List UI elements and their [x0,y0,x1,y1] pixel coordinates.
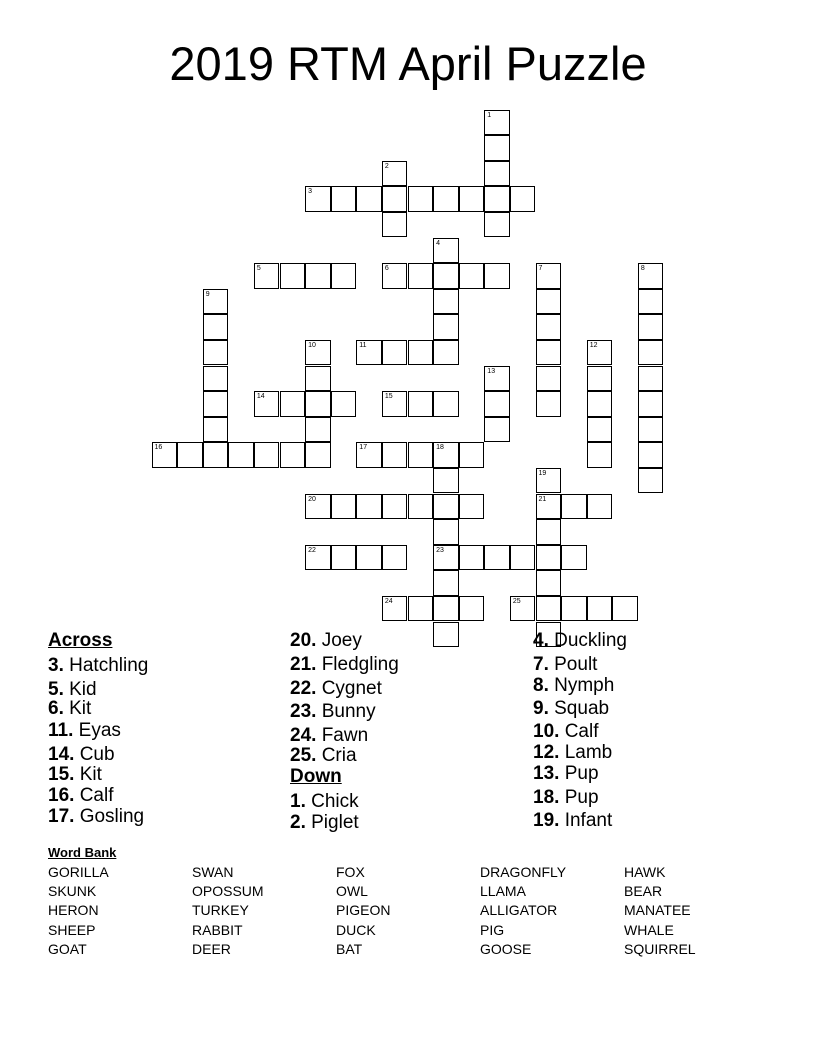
clue-number: 10 [308,341,316,349]
clue-item [290,654,399,676]
clue-number: 12 [589,341,598,349]
grid-cell[interactable] [331,494,357,520]
word-bank-word: SQUIRREL [624,940,696,957]
clue-item [48,806,148,828]
word-bank-word: SKUNK [48,883,97,900]
grid-cell[interactable] [459,545,485,571]
grid-cell[interactable] [433,494,459,520]
clue-item [290,725,399,747]
clue-item-text: Cygnet [316,677,382,699]
section-heading: Down [290,765,342,787]
word-bank-word: PIG [480,921,505,938]
grid-cell[interactable] [408,340,434,366]
grid-cell[interactable] [280,442,306,468]
clue-item-text: Infant [559,810,613,832]
grid-cell[interactable] [459,494,485,520]
grid-cell[interactable] [280,263,306,289]
clue-item-text: Fledgling [316,653,399,675]
grid-cell[interactable] [331,186,357,212]
grid-cell[interactable] [459,596,485,622]
grid-cell[interactable] [484,263,510,289]
clue-item-text: Pup [559,786,599,808]
grid-cell[interactable] [305,186,331,212]
grid-cell[interactable] [382,263,408,289]
clue-number: 11 [359,341,367,349]
grid-cell[interactable] [203,417,229,443]
word-bank-column [624,863,696,959]
clue-item-number: 24. [290,725,317,747]
grid-cell[interactable] [408,186,434,212]
grid-cell[interactable] [459,442,485,468]
grid-cell[interactable] [484,161,510,187]
grid-cell[interactable] [587,340,613,366]
clue-number: 24 [384,597,393,605]
grid-cell[interactable] [510,186,536,212]
word-bank-word: BAT [336,940,363,957]
grid-cell[interactable] [228,442,254,468]
clue-item-number: 19. [533,810,560,832]
grid-cell[interactable] [177,442,203,468]
grid-cell[interactable] [638,442,664,468]
grid-cell[interactable] [203,314,229,340]
clue-number: 3 [308,188,312,196]
grid-cell[interactable] [433,314,459,340]
clue-item-text: Lamb [559,741,613,763]
clue-item [48,655,148,677]
clue-item [290,791,399,813]
grid-cell[interactable] [587,442,613,468]
clue-item-number: 18. [533,786,560,808]
clue-item-text: Duckling [548,630,628,651]
clue-item [48,744,148,766]
grid-cell[interactable] [408,263,434,289]
clue-item [533,654,627,676]
clue-column-1 [48,630,148,828]
grid-cell[interactable] [484,417,510,443]
clue-item [533,675,627,697]
grid-cell[interactable] [305,366,331,392]
clue-item-number: 12. [533,741,560,763]
clue-number: 23 [436,546,444,554]
grid-cell[interactable] [638,391,664,417]
word-bank-column [48,863,109,959]
word-bank-title: Word Bank [48,845,117,860]
word-bank-word: BEAR [624,883,663,900]
grid-cell[interactable] [305,494,331,520]
word-bank-word: TURKEY [192,902,249,919]
grid-cell[interactable] [382,186,408,212]
grid-cell[interactable] [536,545,562,571]
grid-cell[interactable] [254,391,280,417]
grid-cell[interactable] [536,263,562,289]
grid-cell[interactable] [382,596,408,622]
clue-item-number: 10. [533,721,560,743]
word-bank-word: HAWK [624,864,666,880]
grid-cell[interactable] [433,238,459,264]
grid-cell[interactable] [305,391,331,417]
grid-cell[interactable] [638,314,664,340]
word-bank-word: SHEEP [48,921,96,938]
grid-cell[interactable] [536,468,562,494]
grid-cell[interactable] [254,442,280,468]
clue-item-number: 5. [48,678,64,700]
grid-cell[interactable] [561,494,587,520]
grid-cell[interactable] [459,186,485,212]
clue-number: 4 [436,239,440,247]
word-bank-word: GOAT [48,940,87,957]
word-bank-word: RABBIT [192,921,243,938]
section-heading: Across [48,630,113,651]
grid-cell[interactable] [433,186,459,212]
word-bank-word: OWL [336,883,368,900]
grid-cell[interactable] [203,289,229,315]
grid-cell[interactable] [408,596,434,622]
clue-item [290,812,399,834]
grid-cell[interactable] [433,622,459,648]
word-bank-word: HERON [48,902,99,919]
page-title: 2019 RTM April Puzzle [169,37,647,90]
grid-cell[interactable] [536,519,562,545]
clue-item-number: 9. [533,698,549,720]
clue-item-text: Fawn [316,725,369,747]
clue-number: 25 [512,597,521,605]
clue-item-text: Piglet [305,812,359,834]
word-bank-word: ALLIGATOR [480,902,558,919]
grid-cell[interactable] [536,366,562,392]
grid-cell[interactable] [408,391,434,417]
clue-item [290,630,399,652]
clue-item-text: Chick [305,790,359,812]
clue-item-number: 16. [48,784,75,806]
grid-cell[interactable] [536,596,562,622]
clue-item-text: Bunny [316,701,376,723]
clue-item-number: 23. [290,701,317,723]
clue-item-number: 25. [290,744,317,766]
grid-cell[interactable] [331,545,357,571]
grid-cell[interactable] [408,442,434,468]
clue-item-text: Pup [559,762,599,784]
grid-cell[interactable] [433,596,459,622]
clue-item-text: Cub [74,743,115,765]
clue-item-text: Hatchling [63,654,149,676]
word-bank-word: GOOSE [480,940,532,957]
clue-item-number: 22. [290,677,317,699]
grid-cell[interactable] [305,545,331,571]
clue-item-number: 21. [290,653,317,675]
grid-cell[interactable] [433,263,459,289]
clue-item [533,698,627,720]
grid-cell[interactable] [305,442,331,468]
clue-item [48,679,148,701]
grid-cell[interactable] [408,494,434,520]
grid-cell[interactable] [484,366,510,392]
grid-cell[interactable] [484,545,510,571]
grid-cell[interactable] [638,366,664,392]
clue-column-2 [290,630,399,834]
grid-cell[interactable] [433,570,459,596]
word-bank-word: DRAGONFLY [480,864,567,880]
grid-cell[interactable] [203,442,229,468]
grid-cell[interactable] [356,545,382,571]
word-bank-column [192,863,264,959]
clue-number: 16 [154,444,163,452]
clue-item [48,764,148,786]
grid-cell[interactable] [561,545,587,571]
word-bank-word: DEER [192,940,231,957]
clue-number: 20 [308,495,316,503]
grid-cell[interactable] [561,596,587,622]
grid-cell[interactable] [433,391,459,417]
grid-cell[interactable] [587,391,613,417]
clue-number: 21 [538,495,547,503]
grid-cell[interactable] [203,340,229,366]
grid-cell[interactable] [484,186,510,212]
grid-cell[interactable] [433,519,459,545]
grid-cell[interactable] [536,494,562,520]
clue-number: 15 [384,393,393,401]
clue-item-text: Kid [63,678,97,700]
clue-number: 17 [359,444,368,452]
grid-cell[interactable] [305,417,331,443]
clue-item-text: Poult [548,653,598,675]
clue-item-text: Gosling [74,806,145,828]
grid-cell[interactable] [612,596,638,622]
grid-cell[interactable] [433,289,459,315]
grid-cell[interactable] [587,596,613,622]
clue-item-text: Cria [316,744,357,766]
word-bank-word: DUCK [336,921,376,938]
clue-item-text: Kit [74,763,102,785]
grid-cell[interactable] [382,442,408,468]
clue-item-number: 1. [290,790,306,812]
grid-cell[interactable] [638,263,664,289]
clue-number: 13 [487,367,496,375]
clue-item-text: Joey [316,630,362,651]
grid-cell[interactable] [536,570,562,596]
word-bank-word: FOX [336,864,365,880]
clue-item-number: 3. [48,654,64,676]
grid-cell[interactable] [536,289,562,315]
clue-item-number: 13. [533,762,560,784]
clue-item-text: Kit [63,698,92,720]
clue-item [533,763,627,785]
word-bank-word: MANATEE [624,902,691,919]
clue-item [533,787,627,809]
grid-cell[interactable] [356,340,382,366]
grid-cell[interactable] [305,340,331,366]
grid-cell[interactable] [280,391,306,417]
grid-cell[interactable] [305,263,331,289]
grid-cell[interactable] [484,135,510,161]
word-bank-word: WHALE [624,921,674,938]
clue-number: 9 [205,290,210,298]
grid-cell[interactable] [382,212,408,238]
clue-number: 22 [308,546,316,554]
clue-item-number: 15. [48,763,75,785]
clue-number: 14 [256,393,265,401]
grid-cell[interactable] [510,545,536,571]
clue-item [290,678,399,700]
clue-number: 6 [384,265,389,273]
clue-item-text: Calf [559,721,599,743]
clue-item-text: Calf [74,784,114,806]
grid-cell[interactable] [587,494,613,520]
clue-item-text: Nymph [548,674,615,696]
grid-cell[interactable] [484,212,510,238]
grid-cell[interactable] [356,442,382,468]
clue-number: 5 [256,265,261,273]
word-bank-word: GORILLA [48,864,109,880]
clue-item [533,630,627,652]
grid-cell[interactable] [203,366,229,392]
clue-number: 7 [538,265,543,273]
grid-cell[interactable] [536,314,562,340]
clue-number: 8 [640,265,645,273]
grid-cell[interactable] [254,263,280,289]
word-bank-word: OPOSSUM [192,883,264,900]
grid-cell[interactable] [433,545,459,571]
grid-cell[interactable] [587,366,613,392]
word-bank-word: PIGEON [336,902,391,919]
grid-cell[interactable] [382,494,408,520]
grid-cell[interactable] [638,468,664,494]
grid-cell[interactable] [382,161,408,187]
grid-cell[interactable] [510,596,536,622]
clue-item-number: 6. [48,698,64,720]
clue-column-3 [533,630,627,832]
word-bank-word: SWAN [192,864,234,880]
clue-item [290,745,399,767]
grid-cell[interactable] [382,340,408,366]
clue-item [533,810,627,832]
word-bank-word: LLAMA [480,883,526,900]
grid-cell[interactable] [152,442,178,468]
clue-item [533,721,627,743]
grid-cell[interactable] [203,391,229,417]
grid-cell[interactable] [459,263,485,289]
grid-cell[interactable] [587,417,613,443]
clue-item-text: Squab [548,698,610,720]
clue-item-text: Eyas [73,720,121,742]
clue-item-number: 4. [533,630,549,651]
grid-cell[interactable] [638,417,664,443]
clue-number: 1 [487,111,492,119]
word-bank-column [480,863,566,959]
grid-cell[interactable] [484,110,510,136]
clue-item-number: 7. [533,653,549,675]
clue-item [533,742,627,764]
grid-cell[interactable] [536,340,562,366]
clue-item [290,701,399,723]
grid-cell[interactable] [484,391,510,417]
grid-cell[interactable] [331,263,357,289]
grid-cell[interactable] [433,340,459,366]
clue-item-number: 14. [48,743,75,765]
grid-cell[interactable] [433,468,459,494]
clue-item-number: 8. [533,674,549,696]
clue-number: 19 [538,469,547,477]
grid-cell[interactable] [356,186,382,212]
grid-cell[interactable] [382,391,408,417]
clue-item [48,720,148,742]
clue-item-number: 11. [48,720,74,742]
grid-cell[interactable] [331,391,357,417]
grid-cell[interactable] [638,340,664,366]
grid-cell[interactable] [382,545,408,571]
clue-item-number: 17. [48,806,75,828]
grid-cell[interactable] [536,391,562,417]
clue-number: 18 [436,444,444,452]
grid-cell[interactable] [638,289,664,315]
clue-item-number: 20. [290,630,317,651]
word-bank-column [336,863,390,959]
grid-cell[interactable] [433,442,459,468]
clue-item [48,785,148,807]
clue-number: 2 [384,162,389,170]
clue-item-number: 2. [290,812,306,834]
clue-item [48,698,148,720]
grid-cell[interactable] [356,494,382,520]
